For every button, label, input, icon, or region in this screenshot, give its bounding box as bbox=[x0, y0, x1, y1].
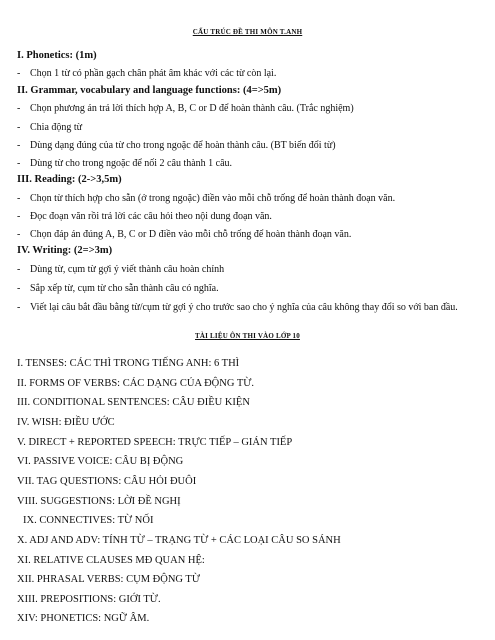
topic-item: IV. WISH: ĐIỀU ƯỚC bbox=[17, 417, 115, 428]
list-item: - Sắp xếp từ, cụm từ cho sẵn thành câu có nghĩa. bbox=[17, 283, 219, 294]
bullet-dash: - bbox=[17, 264, 21, 275]
topic-item: VI. PASSIVE VOICE: CÂU BỊ ĐỘNG bbox=[17, 456, 184, 467]
list-item: - Dùng dạng đúng của từ cho trong ngoặc để hoàn thành câu. (BT biến đổi từ) bbox=[17, 140, 336, 151]
topic-item: III. CONDITIONAL SENTENCES: CÂU ĐIỀU KIỆN bbox=[17, 397, 250, 408]
list-item: - Chọn phương án trả lời thích hợp A, B, C or D để hoàn thành câu. (Trắc nghiệm) bbox=[17, 103, 354, 114]
topic-item: XIV: PHONETICS: NGỮ ÂM. bbox=[17, 613, 150, 624]
bullet-dash: - bbox=[17, 140, 21, 151]
bullet-dash: - bbox=[17, 158, 21, 169]
review-materials-title: TÀI LIỆU ÔN THI VÀO LỚP 10 bbox=[195, 332, 300, 340]
exam-structure-title: CẤU TRÚC ĐỀ THI MÔN T.ANH bbox=[192, 28, 303, 36]
bullet-dash: - bbox=[17, 229, 21, 240]
list-item: - Viết lại câu bắt đầu bằng từ/cụm từ gợi ý cho trước sao cho ý nghĩa của câu không thay đổi so với ban đầu. bbox=[17, 302, 458, 313]
list-item: - Chia động từ bbox=[17, 122, 83, 133]
topic-item: VIII. SUGGESTIONS: LỜI ĐỀ NGHỊ bbox=[17, 496, 181, 507]
topic-item: XII. PHRASAL VERBS: CỤM ĐỘNG TỪ bbox=[17, 574, 200, 585]
list-item: - Dùng từ, cụm từ gợi ý viết thành câu hoàn chỉnh bbox=[17, 264, 225, 275]
bullet-dash: - bbox=[17, 283, 21, 294]
topic-item: XI. RELATIVE CLAUSES MĐ QUAN HỆ: bbox=[17, 555, 205, 566]
list-item: - Chọn đáp án đúng A, B, C or D điền vào mỗi chỗ trống để hoàn thành đoạn văn. bbox=[17, 229, 352, 240]
topic-item: II. FORMS OF VERBS: CÁC DẠNG CỦA ĐỘNG TỪ. bbox=[17, 378, 255, 389]
list-item: - Chọn từ thích hợp cho sẵn (ở trong ngoặc) điền vào mỗi chỗ trống để hoàn thành đoạn văn. bbox=[17, 193, 396, 204]
bullet-dash: - bbox=[17, 68, 21, 79]
bullet-dash: - bbox=[17, 122, 21, 133]
topic-item: IX. CONNECTIVES: TỪ NỐI bbox=[23, 515, 154, 526]
bullet-dash: - bbox=[17, 302, 21, 313]
list-item: - Chọn 1 từ có phần gạch chân phát âm khác với các từ còn lại. bbox=[17, 68, 277, 79]
section-heading-reading: III. Reading: (2->3,5m) bbox=[17, 174, 122, 185]
list-item: - Dùng từ cho trong ngoặc để nối 2 câu thành 1 câu. bbox=[17, 158, 233, 169]
section-heading-grammar: II. Grammar, vocabulary and language functions: (4=>5m) bbox=[17, 85, 282, 96]
topic-item: V. DIRECT + REPORTED SPEECH: TRỰC TIẾP – GIÁN TIẾP bbox=[17, 437, 293, 448]
topic-item: XIII. PREPOSITIONS: GIỚI TỪ. bbox=[17, 594, 161, 605]
section-heading-phonetics: I. Phonetics: (1m) bbox=[17, 50, 97, 61]
bullet-dash: - bbox=[17, 103, 21, 114]
section-heading-writing: IV. Writing: (2=>3m) bbox=[17, 245, 113, 256]
bullet-dash: - bbox=[17, 193, 21, 204]
topic-item: X. ADJ AND ADV: TÍNH TỪ – TRẠNG TỪ + CÁC LOẠI CÂU SO SÁNH bbox=[17, 535, 341, 546]
bullet-dash: - bbox=[17, 211, 21, 222]
topic-item: I. TENSES: CÁC THÌ TRONG TIẾNG ANH: 6 THÌ bbox=[17, 358, 240, 369]
topic-item: VII. TAG QUESTIONS: CÂU HỎI ĐUÔI bbox=[17, 476, 197, 487]
list-item: - Đọc đoạn văn rồi trả lời các câu hỏi theo nội dung đoạn văn. bbox=[17, 211, 272, 222]
